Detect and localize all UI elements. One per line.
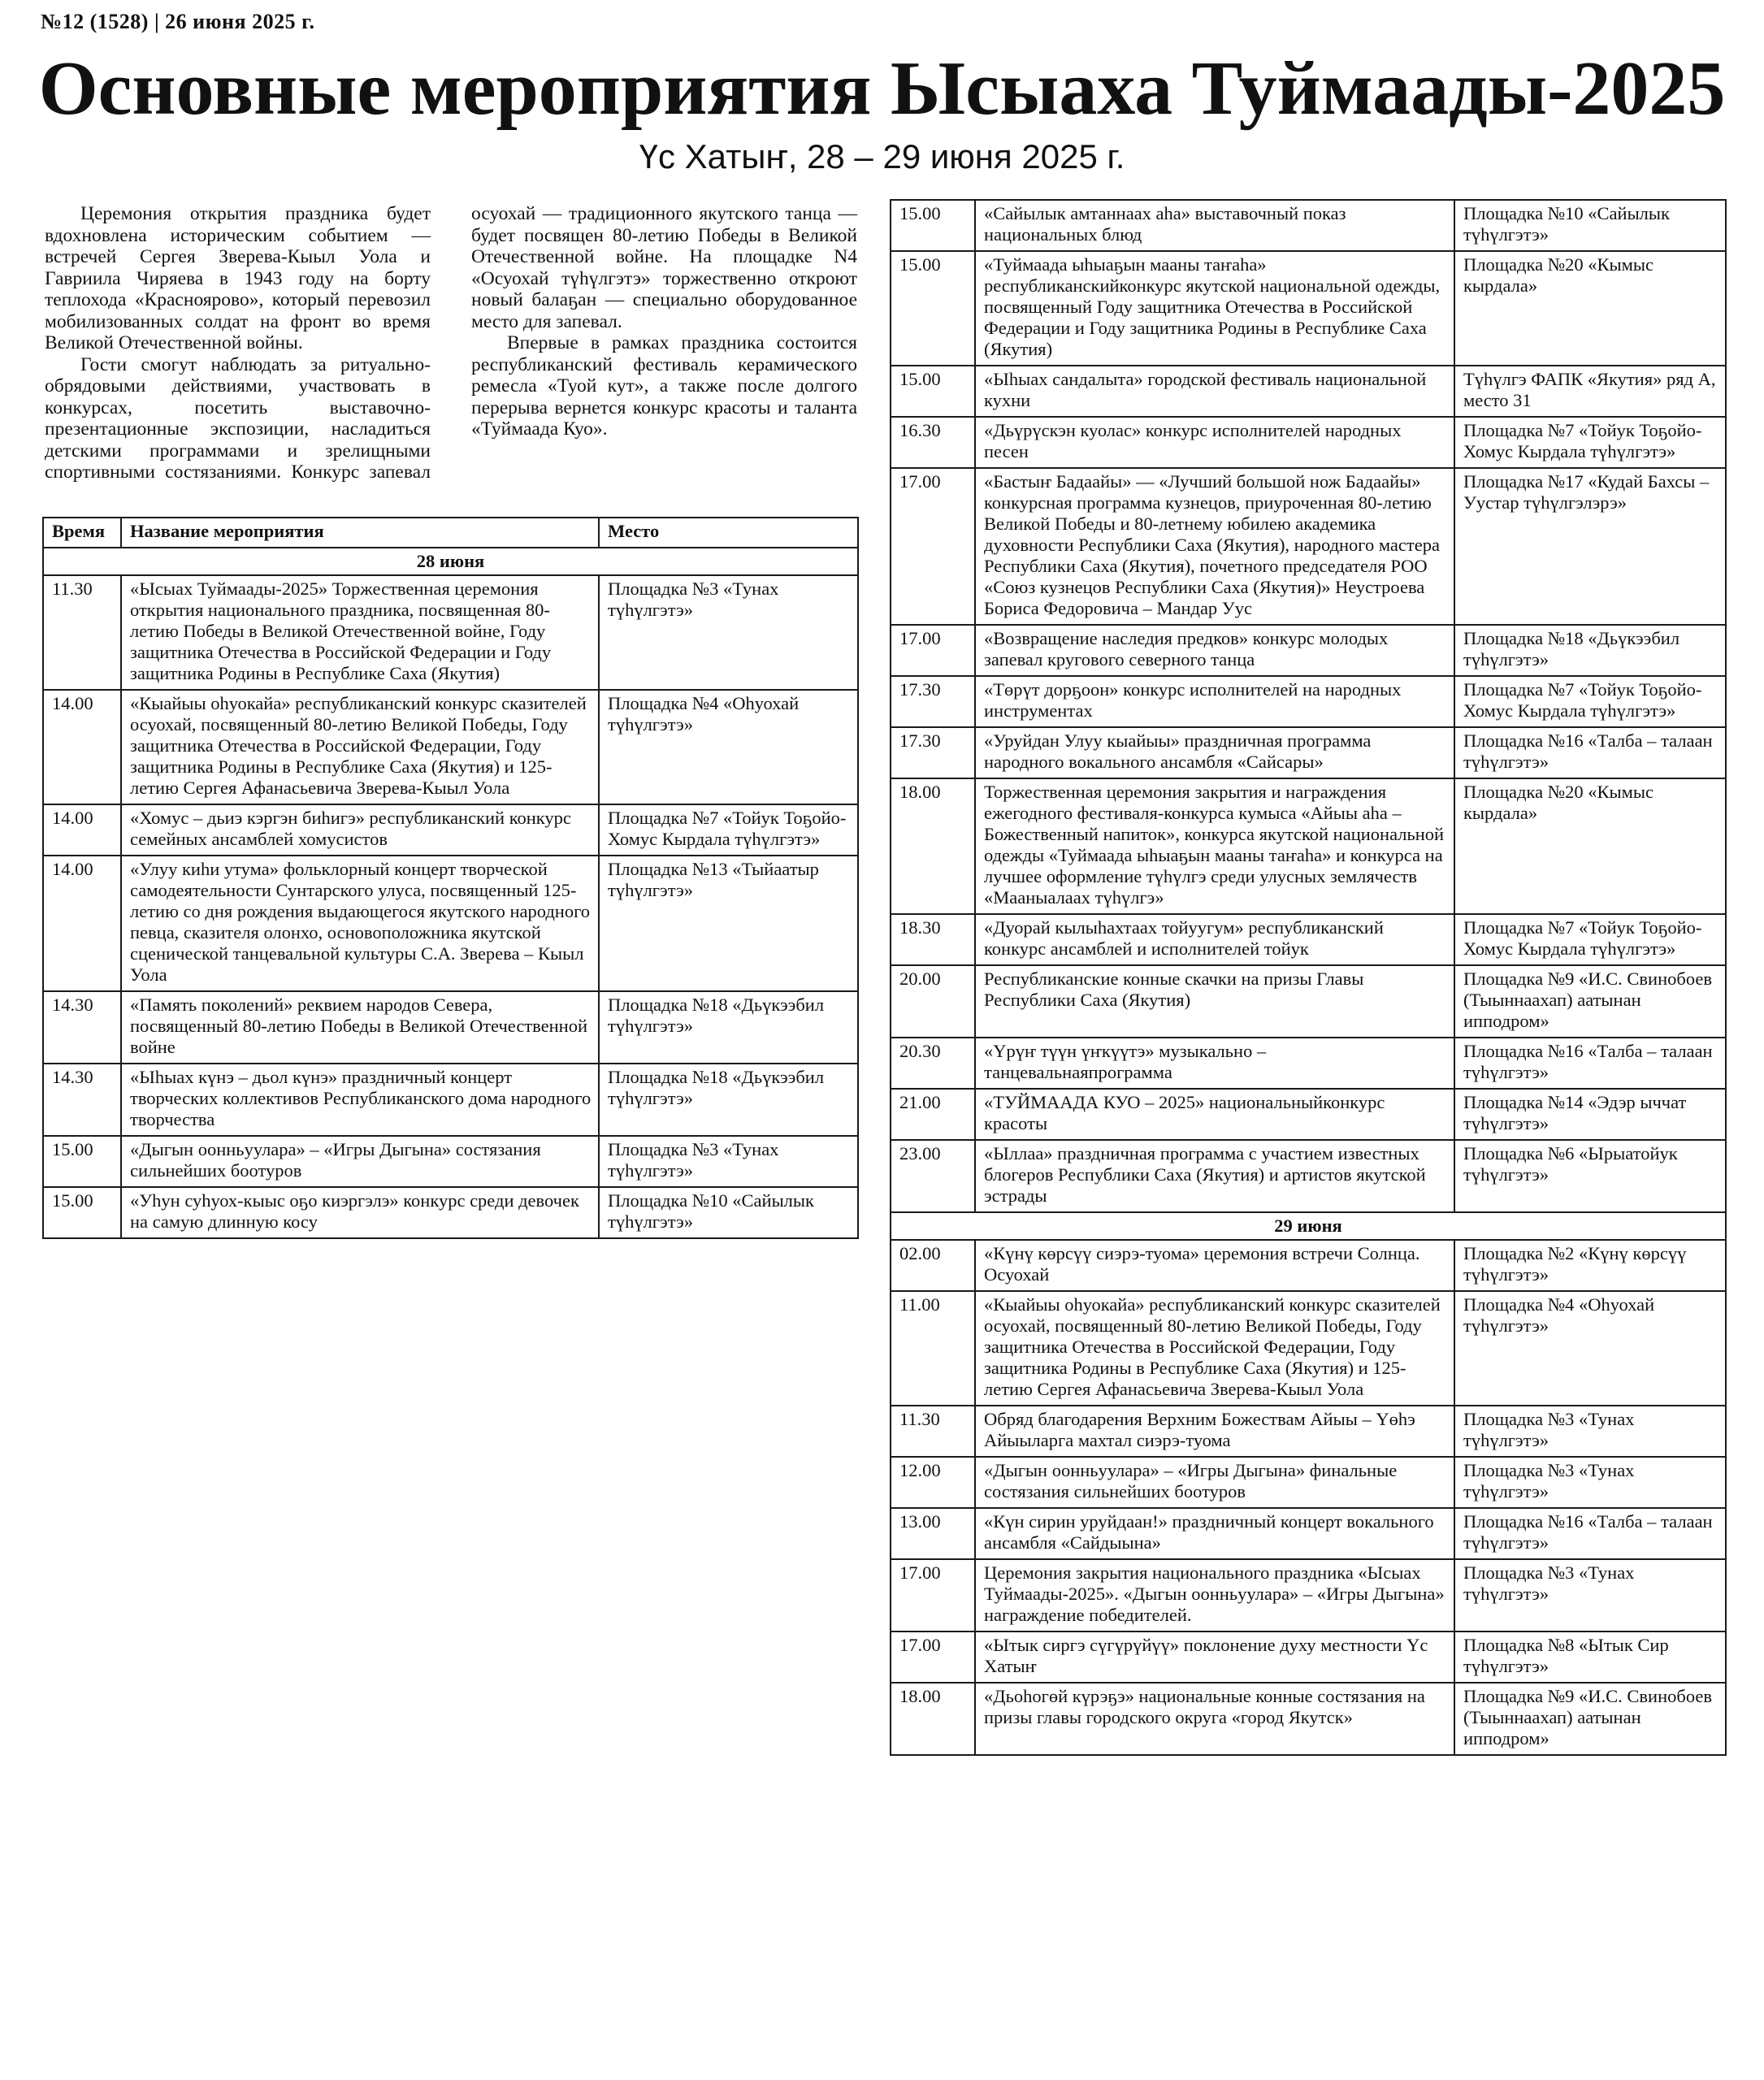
cell-place: Площадка №7 «Тойук Тоҕойо-Хомус Кырдала түһүлгэтэ»: [599, 804, 858, 856]
cell-place: Площадка №3 «Тунах түһүлгэтэ»: [1454, 1457, 1726, 1508]
cell-place: Площадка №7 «Тойук Тоҕойо-Хомус Кырдала түһүлгэтэ»: [1454, 417, 1726, 468]
cell-place: Площадка №3 «Тунах түһүлгэтэ»: [599, 1136, 858, 1187]
cell-event: «Сайылык амтаннаах аһа» выставочный показ национальных блюд: [975, 200, 1454, 251]
table-row: [891, 1291, 1726, 1406]
date-row: [891, 1212, 1726, 1240]
table-row: [891, 366, 1726, 417]
cell-event: «Ыллаа» праздничная программа с участием известных блогеров Республики Саха (Якутия) и артистов якутской эстрады: [975, 1140, 1454, 1212]
cell-event: Республиканские конные скачки на призы Главы Республики Саха (Якутия): [975, 965, 1454, 1038]
cell-event: «Кыайыы оһуокайа» республиканский конкурс сказителей осуохай, посвященный 80-летию Великой Победы, Году защитника Отечества в Российской Федерации, Году защитника Родины в Республике Саха (Якутия) и 125-летию Сергея Афанасьевича Зверева-Кыыл Уола: [975, 1291, 1454, 1406]
cell-time: 15.00: [891, 251, 975, 366]
cell-time: 17.00: [891, 1559, 975, 1632]
cell-time: 15.00: [891, 366, 975, 417]
table-row: [891, 1559, 1726, 1632]
cell-event: «Память поколений» реквием народов Севера, посвященный 80-летию Победы в Великой Отечественной войне: [121, 991, 599, 1064]
table-row: [43, 856, 858, 991]
cell-event: «Улуу киһи утума» фольклорный концерт творческой самодеятельности Сунтарского улуса, посвященный 125-летию со дня рождения выдающегося якутского народного певца, сказителя олонхо, основоположника якутской сценической танцевальной культуры С.А. Зверева – Кыыл Уола: [121, 856, 599, 991]
cell-event: «Күн сирин уруйдаан!» праздничный концерт вокального ансамбля «Сайдыына»: [975, 1508, 1454, 1559]
cell-time: 23.00: [891, 1140, 975, 1212]
cell-time: 11.30: [43, 575, 121, 690]
cell-place: Площадка №18 «Дьүкээбил түһүлгэтэ»: [599, 1064, 858, 1136]
cell-time: 17.00: [891, 468, 975, 625]
cell-event: «Уруйдан Улуу кыайыы» праздничная программа народного вокального ансамбля «Сайсары»: [975, 727, 1454, 778]
table-row: [891, 417, 1726, 468]
cell-event: «Ыһыах сандалыта» городской фестиваль национальной кухни: [975, 366, 1454, 417]
table-row: [43, 1187, 858, 1238]
cell-place: Площадка №16 «Талба – талаан түһүлгэтэ»: [1454, 727, 1726, 778]
table-row: [891, 200, 1726, 251]
cell-event: «Бастыҥ Бадаайы» — «Лучший большой нож Бадаайы» конкурсная программа кузнецов, приуроченная 80-летию Великой Победы и 80-летнему юбилею академика духовности Республики Саха (Якутия), народного мастера Республики Саха (Якутия), почетного председателя РОО «Союз кузнецов Республики Саха (Якутия)» Неустроева Бориса Федоровича – Мандар Уус: [975, 468, 1454, 625]
table-row: [43, 991, 858, 1064]
schedule-table-right: [890, 199, 1727, 1756]
cell-time: 18.30: [891, 914, 975, 965]
cell-time: 15.00: [891, 200, 975, 251]
cell-place: Площадка №10 «Сайылык түһүлгэтэ»: [1454, 200, 1726, 251]
intro-text: [45, 203, 857, 504]
cell-event: «Хомус – дьиэ кэргэн биһигэ» республиканский конкурс семейных ансамблей хомусистов: [121, 804, 599, 856]
issue-number: №12 (1528) | 26 июня 2025 г.: [41, 10, 315, 33]
cell-place: Площадка №16 «Талба – талаан түһүлгэтэ»: [1454, 1038, 1726, 1089]
cell-event: «Үрүҥ түүн үҥкүүтэ» музыкально – танцевальнаяпрограмма: [975, 1038, 1454, 1089]
cell-time: 12.00: [891, 1457, 975, 1508]
cell-time: 13.00: [891, 1508, 975, 1559]
cell-place: Площадка №16 «Талба – талаан түһүлгэтэ»: [1454, 1508, 1726, 1559]
cell-time: 18.00: [891, 1683, 975, 1755]
cell-place: Площадка №17 «Кудай Бахсы – Уустар түһүлгэлэрэ»: [1454, 468, 1726, 625]
page-subtitle: Үс Хатыҥ, 28 – 29 июня 2025 г.: [639, 137, 1125, 176]
cell-event: «Ысыах Туймаады-2025» Торжественная церемония открытия национального праздника, посвященная 80-летию Победы в Великой Отечественной войне, Году защитника Отечества в Российской Федерации и Году защитника Родины в Республике Саха (Якутия): [121, 575, 599, 690]
header-event: Название мероприятия: [121, 518, 599, 548]
cell-place: Площадка №7 «Тойук Тоҕойо-Хомус Кырдала түһүлгэтэ»: [1454, 676, 1726, 727]
cell-place: Площадка №3 «Тунах түһүлгэтэ»: [599, 575, 858, 690]
table-row: [891, 1632, 1726, 1683]
cell-time: 14.00: [43, 856, 121, 991]
cell-time: 15.00: [43, 1187, 121, 1238]
cell-time: 16.30: [891, 417, 975, 468]
cell-time: 14.30: [43, 1064, 121, 1136]
cell-place: Площадка №18 «Дьүкээбил түһүлгэтэ»: [1454, 625, 1726, 676]
table-row: [891, 914, 1726, 965]
cell-time: 17.00: [891, 625, 975, 676]
intro-paragraph: Церемония открытия праздника будет вдохновлена историческим событием — встречей Сергея Зверева-Кыыл Уола и Гавриила Чиряева в 1943 году на борту теплохода «Красноярово», который перевозил мобилизованных солдат на фронт во время Великой Отечественной войны.: [45, 203, 431, 353]
cell-time: 11.30: [891, 1406, 975, 1457]
table-row: [891, 1089, 1726, 1140]
table-row: [43, 575, 858, 690]
cell-time: 14.30: [43, 991, 121, 1064]
cell-event: «Дуорай кылыһахтаах тойуугум» республиканский конкурс ансамблей и исполнителей тойук: [975, 914, 1454, 965]
table-row: [891, 778, 1726, 914]
cell-event: «Возвращение наследия предков» конкурс молодых запевал кругового северного танца: [975, 625, 1454, 676]
table-row: [43, 690, 858, 804]
cell-time: 18.00: [891, 778, 975, 914]
cell-event: Обряд благодарения Верхним Божествам Айыы – Үөһэ Айыыларга махтал сиэрэ-туома: [975, 1406, 1454, 1457]
cell-event: Торжественная церемония закрытия и награждения ежегодного фестиваля-конкурса кумыса «Айыы аһа – Божественный напиток», конкурса якутской национальной одежды «Туймаада ыһыаҕын мааны таҥаһа» и конкурса на лучшее оформление түһүлгэ среди улусных землячеств «Мааныалаах түһүлгэ»: [975, 778, 1454, 914]
table-row: [891, 251, 1726, 366]
cell-place: Площадка №13 «Тыйаатыр түһүлгэтэ»: [599, 856, 858, 991]
intro-paragraph: Впервые в рамках праздника состоится республиканский фестиваль керамического ремесла «Туой кут», а также после долгого перерыва вернется конкурс красоты и таланта «Туймаада Куо».: [471, 332, 857, 440]
table-row: [891, 1457, 1726, 1508]
cell-place: Площадка №9 «И.С. Свинобоев (Тыыннаахап) аатынан ипподром»: [1454, 965, 1726, 1038]
table-row: [891, 1038, 1726, 1089]
cell-place: Площадка №7 «Тойук Тоҕойо-Хомус Кырдала түһүлгэтэ»: [1454, 914, 1726, 965]
cell-place: Площадка №4 «Оһуохай түһүлгэтэ»: [1454, 1291, 1726, 1406]
cell-place: Түһүлгэ ФАПК «Якутия» ряд А, место 31: [1454, 366, 1726, 417]
cell-event: «Дьүрүскэн куолас» конкурс исполнителей народных песен: [975, 417, 1454, 468]
cell-time: 11.00: [891, 1291, 975, 1406]
cell-time: 17.30: [891, 676, 975, 727]
cell-place: Площадка №9 «И.С. Свинобоев (Тыыннаахап) аатынан ипподром»: [1454, 1683, 1726, 1755]
cell-place: Площадка №8 «Ытык Сир түһүлгэтэ»: [1454, 1632, 1726, 1683]
cell-time: 20.30: [891, 1038, 975, 1089]
cell-place: Площадка №4 «Оһуохай түһүлгэтэ»: [599, 690, 858, 804]
cell-place: Площадка №20 «Кымыс кырдала»: [1454, 251, 1726, 366]
header-place: Место: [599, 518, 858, 548]
page-title: Основные мероприятия Ысыаха Туймаады-2025: [38, 46, 1726, 131]
cell-event: «Дыгын оонньуулара» – «Игры Дыгына» финальные состязания сильнейших боотуров: [975, 1457, 1454, 1508]
cell-time: 17.30: [891, 727, 975, 778]
schedule-rows: [43, 575, 858, 1238]
table-row: [43, 1136, 858, 1187]
table-row: [891, 965, 1726, 1038]
table-row: [43, 1064, 858, 1136]
cell-time: 14.00: [43, 690, 121, 804]
table-row: [891, 468, 1726, 625]
table-row: [891, 1683, 1726, 1755]
cell-place: Площадка №3 «Тунах түһүлгэтэ»: [1454, 1406, 1726, 1457]
table-row: [891, 625, 1726, 676]
cell-place: Площадка №10 «Сайылык түһүлгэтэ»: [599, 1187, 858, 1238]
cell-time: 20.00: [891, 965, 975, 1038]
cell-event: «Ыһыах күнэ – дьол күнэ» праздничный концерт творческих коллективов Республиканского дома народного творчества: [121, 1064, 599, 1136]
date-row: [43, 548, 858, 575]
cell-time: 02.00: [891, 1240, 975, 1291]
cell-place: Площадка №14 «Эдэр ыччат түһүлгэтэ»: [1454, 1089, 1726, 1140]
table-row: [43, 804, 858, 856]
cell-event: «Төрүт дорҕоон» конкурс исполнителей на народных инструментах: [975, 676, 1454, 727]
cell-event: «Кыайыы оһуокайа» республиканский конкурс сказителей осуохай, посвященный 80-летию Великой Победы, Году защитника Отечества в Российской Федерации, Году защитника Родины в Республике Саха (Якутия) и 125-летию Сергея Афанасьевича Зверева-Кыыл Уола: [121, 690, 599, 804]
cell-event: Церемония закрытия национального праздника «Ысыах Туймаады-2025». «Дыгын оонньуулара» – «Игры Дыгына» награждение победителей.: [975, 1559, 1454, 1632]
cell-place: Площадка №18 «Дьүкээбил түһүлгэтэ»: [599, 991, 858, 1064]
table-row: [891, 1240, 1726, 1291]
cell-time: 21.00: [891, 1089, 975, 1140]
schedule-rows: [891, 200, 1726, 1212]
schedule-rows: [891, 1240, 1726, 1755]
table-row: [891, 1140, 1726, 1212]
table-row: [891, 1508, 1726, 1559]
cell-event: «Ытык сиргэ сүгүрүйүү» поклонение духу местности Үс Хатыҥ: [975, 1632, 1454, 1683]
header-time: Время: [43, 518, 121, 548]
table-row: [891, 727, 1726, 778]
cell-time: 17.00: [891, 1632, 975, 1683]
cell-place: Площадка №3 «Тунах түһүлгэтэ»: [1454, 1559, 1726, 1632]
schedule-table-left: [42, 517, 859, 1239]
date-label-day2: 29 июня: [891, 1212, 1726, 1240]
cell-place: Площадка №20 «Кымыс кырдала»: [1454, 778, 1726, 914]
cell-event: «Дьоһогөй күрэҕэ» национальные конные состязания на призы главы городского округа «город Якутск»: [975, 1683, 1454, 1755]
cell-event: «Уһун суһуох-кыыс оҕо киэргэлэ» конкурс среди девочек на самую длинную косу: [121, 1187, 599, 1238]
cell-event: «ТУЙМААДА КУО – 2025» национальныйконкурс красоты: [975, 1089, 1454, 1140]
cell-event: «Туймаада ыһыаҕын мааны таҥаһа» республиканскийконкурс якутской национальной одежды, посвященный Году защитника Отечества в Российской Федерации и Году защитника Родины в Республике Саха (Якутия): [975, 251, 1454, 366]
intro-paragraph: Гости смогут наблюдать за ритуально-обрядовыми действиями, участвовать в конкурсах, посетить выставочно-презентационные экспозиции, насладиться детскими программами и зрелищными спортивными состязаниями. Конкурс запевал осуохай — традиционного якутского танца — будет посвящен 80-летию Победы в Великой Отечественной войне. На площадке N4 «Осуохай түһүлгэтэ» торжественно откроют новый балаҕан — специально оборудованное место для запевал.: [45, 203, 857, 483]
cell-time: 15.00: [43, 1136, 121, 1187]
date-label-day1: 28 июня: [43, 548, 858, 575]
cell-event: «Күнү көрсүү сиэрэ-туома» церемония встречи Солнца. Осуохай: [975, 1240, 1454, 1291]
table-row: [891, 1406, 1726, 1457]
cell-place: Площадка №2 «Күнү көрсүү түһүлгэтэ»: [1454, 1240, 1726, 1291]
cell-time: 14.00: [43, 804, 121, 856]
cell-event: «Дыгын оонньуулара» – «Игры Дыгына» состязания сильнейших боотуров: [121, 1136, 599, 1187]
table-row: [891, 676, 1726, 727]
table-header-row: [43, 518, 858, 548]
cell-place: Площадка №6 «Ырыатойук түһүлгэтэ»: [1454, 1140, 1726, 1212]
